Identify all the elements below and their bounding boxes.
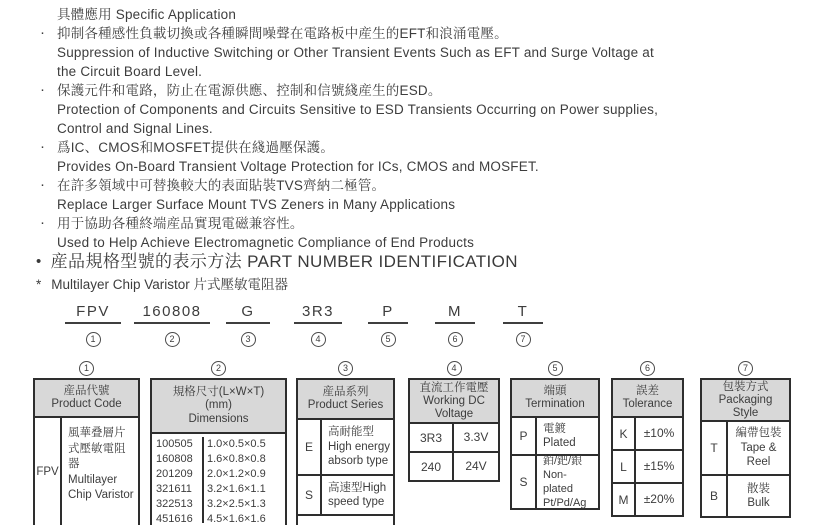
bullet-icon: · [40,176,46,193]
packaging-row [702,476,789,516]
size-code: 321611 [156,483,192,496]
subnote-text: Multilayer Chip Varistor 片式壓敏電阻器 [51,277,289,292]
header-en: Dimensions [188,412,249,425]
packaging-cn: 編帶包裝 [735,427,782,440]
table-column-termination [510,358,600,510]
table-column-working-voltage [408,358,500,482]
list-item [42,81,822,100]
termination-en: Plated [543,437,576,449]
voltage-code: 3R3 [410,424,454,451]
bullet-icon: · [40,24,46,41]
table-column-product-code [33,358,140,525]
header-unit: (mm) [205,399,232,412]
part-number-segment [368,303,408,347]
list-item-text: 抑制各種感性負載切換或各種瞬間噪聲在電路板中産生的EFT和浪涌電壓。 [57,26,508,41]
packaging-key: T [702,422,728,474]
list-item-text: the Circuit Board Level. [57,64,203,79]
part-number-segment [294,303,342,347]
voltage-row [410,453,498,480]
header-cn: 産品系列 [322,385,369,398]
packaging-desc [728,422,789,474]
tolerance-value: ±15% [643,459,675,474]
voltage-value: 24V [465,459,487,474]
tolerance-value: ±20% [643,492,675,507]
list-item-text: Protection of Components and Circuits Sensitive to ESD Transients Occurring on Power supplies, [57,102,659,117]
column-body [700,420,791,518]
voltage-value: 3.3V [463,430,489,445]
header-en2: Style [732,406,759,419]
size-code: 322513 [156,498,193,511]
circled-number: 3 [241,332,256,347]
series-en: High energy absorb type [328,440,391,468]
series-en: High speed type [328,481,387,508]
packaging-cn: 散裝 [747,482,770,495]
packaging-en: Tape & Reel [740,441,777,469]
size-values [204,437,285,523]
segment-index [368,329,408,347]
segment-code: T [503,303,543,324]
header-cn: 誤差 [636,384,659,397]
part-number-segment [65,303,121,347]
part-number-segment [503,303,543,347]
list-item [42,119,822,138]
list-item [42,24,822,43]
header-cn: 端頭 [543,384,567,397]
series-cn: 高耐能型 [328,426,374,439]
termination-desc [537,418,598,454]
packaging-key: B [702,476,728,516]
list-item [42,214,822,233]
bullet-icon: · [40,81,46,98]
list-item-text: Used to Help Achieve Electromagnetic Compliance of End Products [57,235,475,250]
packaging-row [702,422,789,476]
circled-number: 1 [86,332,101,347]
column-body [611,416,684,517]
size-code: 451616 [156,513,193,525]
circled-number: 1 [79,361,94,376]
table-column-dimensions [150,358,287,525]
column-header [150,378,287,434]
list-item-text: Replace Larger Surface Mount TVS Zeners in Many Applications [57,197,456,212]
list-item [42,138,822,157]
segment-index [503,329,543,347]
code-cell: FPV [35,418,62,525]
header-en: Product Series [307,399,384,411]
bullet-icon: • [36,253,42,270]
list-item-text: Suppression of Inductive Switching or Other Transient Events Such as EFT and Surge Voltage at [57,45,654,60]
table-column-packaging [700,358,791,518]
header-cn: 規格尺寸(L×W×T) [172,385,265,398]
list-item [42,43,822,62]
voltage-row [410,424,498,453]
segment-index [226,329,270,347]
voltage-code: 240 [410,453,454,480]
circled-number: 2 [165,332,180,347]
part-number-identification-heading [36,247,518,272]
bullet-icon: · [40,214,46,231]
packaging-desc [728,476,789,516]
circled-number: 4 [447,361,462,376]
list-item [42,157,822,176]
circled-number: 6 [640,361,655,376]
list-item-text: Provides On-Board Transient Voltage Protection for ICs, CMOS and MOSFET. [57,159,539,174]
list-item-text: Control and Signal Lines. [57,121,213,136]
termination-row [512,418,598,456]
header-en2: Voltage [434,407,474,420]
description-cell [62,418,138,525]
termination-cn: 電鍍 [543,422,566,435]
size-code: 160808 [156,453,193,466]
list-item-text: 保護元件和電路，防止在電源供應、控制和信號綫産生的ESD。 [57,83,442,98]
termination-key: P [512,418,537,454]
circled-number: 2 [211,361,226,376]
termination-row [512,456,598,508]
part-number-segment [134,303,210,347]
list-item [42,62,822,81]
segment-code: FPV [65,303,121,324]
asterisk-marker: * [36,277,42,292]
series-row [296,474,395,516]
series-desc [322,420,393,474]
column-header [296,378,395,420]
column-header [611,378,684,418]
list-item-text: 爲IC、CMOS和MOSFET提供在綫過壓保護。 [57,140,335,155]
tolerance-row [613,451,682,484]
circled-number: 5 [381,332,396,347]
section-title: 具體應用 Specific Application [57,7,237,22]
specific-application-section [42,5,822,252]
size-value: 3.2×1.6×1.1 [207,483,266,496]
segment-code: 3R3 [294,303,342,324]
tolerance-key: M [613,484,636,515]
size-code: 201209 [156,468,193,481]
size-value: 2.0×1.2×0.9 [207,468,266,481]
bullet-icon: · [40,138,46,155]
part-number-segment [226,303,270,347]
series-cn: 高速型 [328,481,363,494]
part-number-segment [435,303,475,347]
termination-key: S [512,456,537,508]
termination-cn: 鉑/鈀/銀 [543,455,583,467]
termination-en: Non-plated Pt/Pd/Ag [543,469,587,509]
heading-text: 産品規格型號的表示方法 PART NUMBER IDENTIFICATION [50,252,518,271]
tolerance-key: K [613,418,636,449]
size-code: 100505 [156,438,193,450]
description-cn: 風華叠層片式壓敏電阻器 [68,427,126,470]
circled-number: 7 [516,332,531,347]
list-item [42,195,822,214]
segment-index [134,329,210,347]
segment-code: P [368,303,408,324]
circled-number: 7 [738,361,753,376]
description-en: Multilayer Chip Varistor [68,473,134,501]
segment-index [435,329,475,347]
series-key: S [298,476,322,514]
header-en: Termination [525,398,585,410]
segment-code: M [435,303,475,324]
table-column-tolerance [611,358,684,517]
size-value: 3.2×2.5×1.3 [207,498,266,511]
cut-off-row [296,514,395,525]
column-body [150,432,287,525]
circled-number: 4 [311,332,326,347]
segment-index [294,329,342,347]
size-value: 1.0×0.5×0.5 [207,438,266,450]
segment-code: G [226,303,270,324]
header-en: Tolerance [622,398,673,410]
column-body [33,416,140,525]
heading-subnote [36,273,288,293]
size-value: 1.6×0.8×0.8 [207,453,266,466]
tolerance-row [613,418,682,451]
list-item [42,176,822,195]
series-key: E [298,420,322,474]
series-row [296,418,395,476]
column-body [408,422,500,482]
column-header [33,378,140,418]
size-codes [152,437,204,523]
tolerance-row [613,484,682,515]
termination-desc [537,456,598,508]
header-cn: 包裝方式 [722,380,769,393]
tolerance-key: L [613,451,636,482]
column-header [408,378,500,424]
packaging-en: Bulk [747,497,770,509]
header-en: Product Code [51,398,122,410]
size-value: 4.5×1.6×1.6 [207,513,266,525]
table-column-product-series [296,358,395,525]
series-desc [322,476,393,514]
list-item [42,100,822,119]
header-en: Packaging [718,393,773,406]
list-item-text: 在許多領域中可替換較大的表面貼裝TVS齊納二極管。 [57,178,386,193]
segment-index [65,329,121,347]
list-item-text: 用于協助各種終端産品實現電磁兼容性。 [57,216,304,231]
column-body [510,416,600,510]
column-header [510,378,600,418]
header-cn: 産品代號 [63,384,110,397]
circled-number: 3 [338,361,353,376]
column-header [700,378,791,422]
tolerance-value: ±10% [643,426,675,441]
circled-number: 6 [448,332,463,347]
header-cn: 直流工作電壓 [419,381,489,394]
header-en: Working DC [423,394,485,407]
segment-code: 160808 [134,303,210,324]
circled-number: 5 [548,361,563,376]
